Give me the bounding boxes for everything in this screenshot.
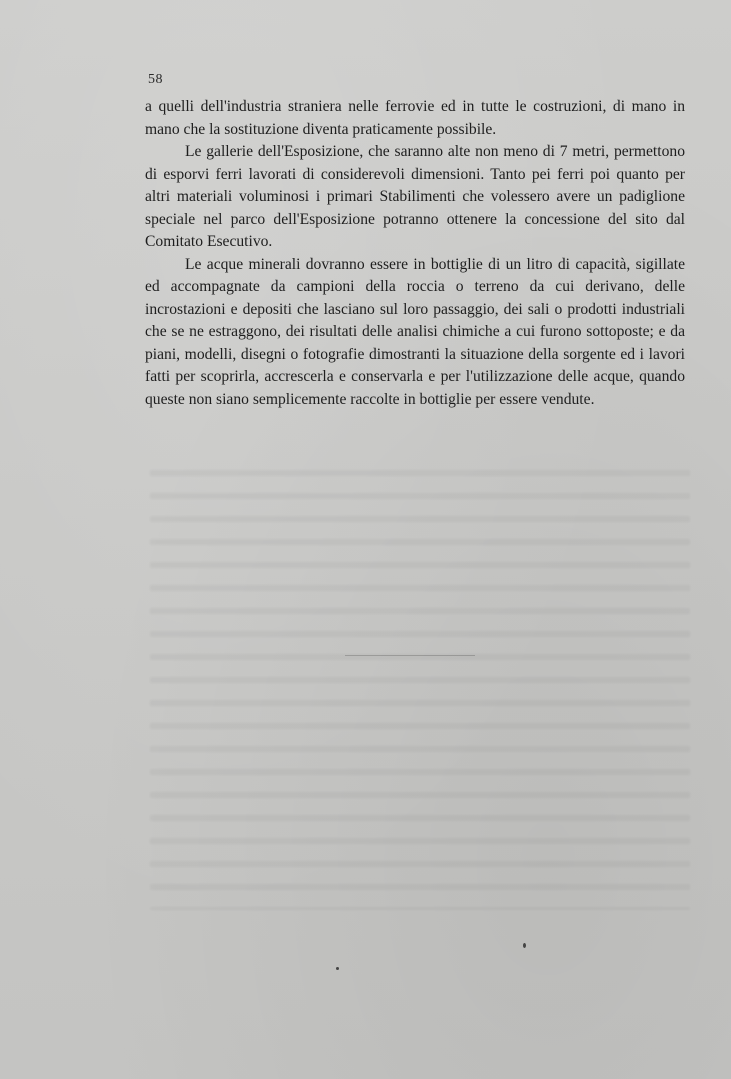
paragraph-mineral-waters: Le acque minerali dovranno essere in bottiglie di un litro di capacità, sigillate ed accompagnate da campioni della roccia o terreno da cui derivano, delle incrostazioni e depositi che lasciano sul loro passaggio, dei sali o prodotti industriali che se ne estraggono, dei risultati delle analisi chimiche a cui furono sottoposte; e da piani, modelli, disegni o fotografie dimostranti la situazione della sorgente ed i lavori fatti per scoprirla, accrescerla e conservarla e per l'utilizzazione delle acque, quando queste non siano semplicemente raccolte in bottiglie per essere vendute. bbox=[145, 255, 685, 408]
show-through-rule bbox=[345, 655, 475, 656]
body-text bbox=[145, 96, 685, 411]
paragraph-continuation: a quelli dell'industria straniera nelle ferrovie ed in tutte le costruzioni, di mano in mano che la sostituzione diventa praticamente possibile. bbox=[145, 98, 685, 138]
show-through-text bbox=[150, 470, 690, 910]
page-number: 58 bbox=[148, 72, 163, 87]
ink-speck bbox=[336, 967, 339, 970]
ink-speck bbox=[523, 943, 526, 948]
paragraph-galleries: Le gallerie dell'Esposizione, che saranno alte non meno di 7 metri, permettono di esporvi ferri lavorati di considerevoli dimensioni. Tanto pei ferri poi quanto per altri materiali voluminosi i primari Stabilimenti che volessero avere un padiglione speciale nel parco dell'Esposizione potranno ottenere la concessione del sito dal Comitato Esecutivo. bbox=[145, 143, 685, 250]
